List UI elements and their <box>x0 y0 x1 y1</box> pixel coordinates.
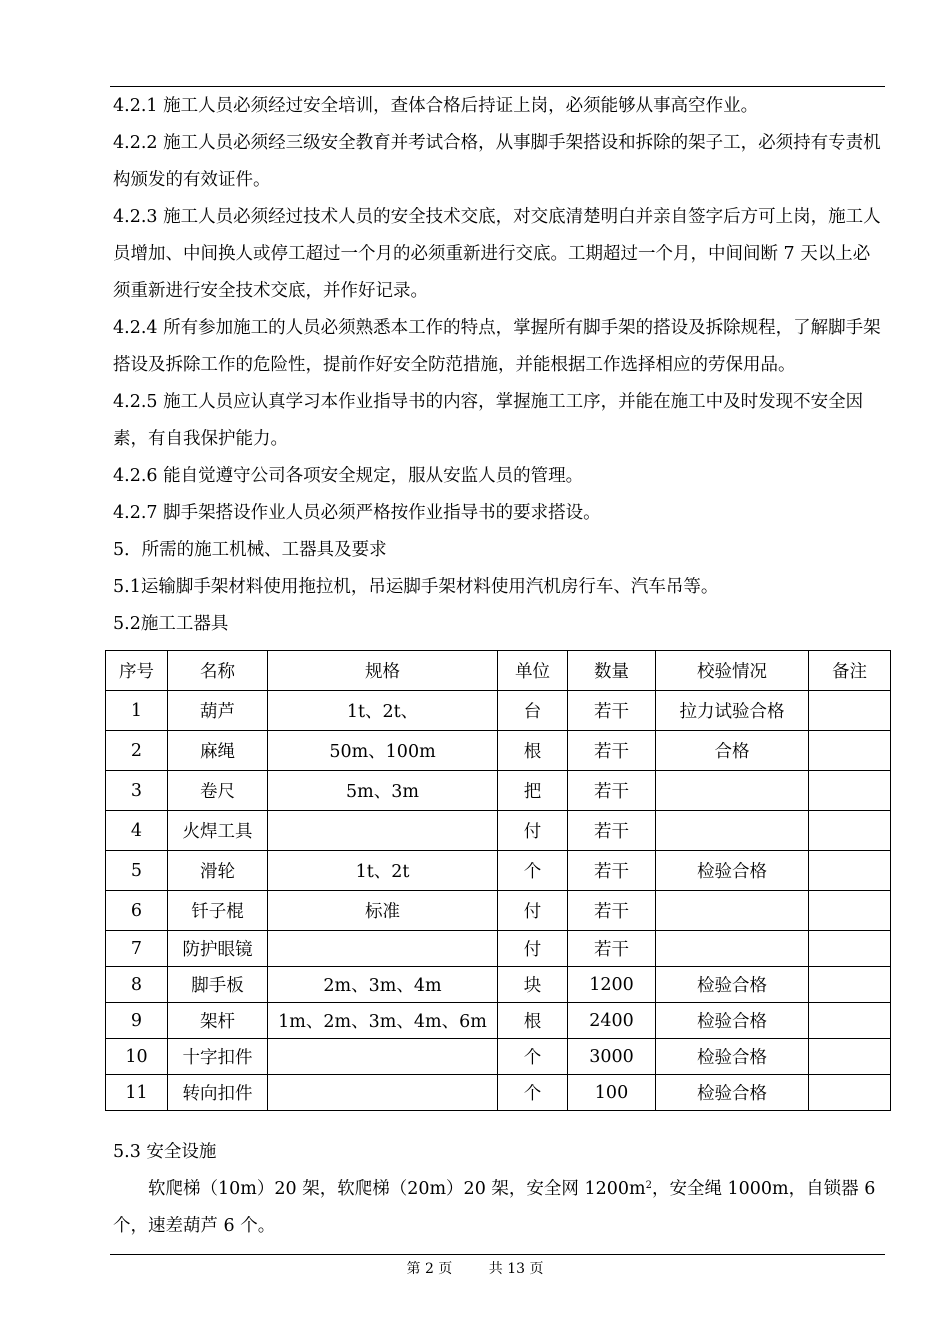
table-header-row <box>106 651 891 691</box>
table-cell <box>809 1075 891 1111</box>
table-cell: 1 <box>106 691 168 731</box>
table-cell <box>656 931 809 967</box>
table-cell <box>809 967 891 1003</box>
paragraph-4-2-2: 4.2.2 施工人员必须经三级安全教育并考试合格，从事脚手架搭设和拆除的架子工，必须持有专责机构颁发的有效证件。 <box>113 133 881 190</box>
paragraph-4-2-3: 4.2.3 施工人员必须经过技术人员的安全技术交底，对交底清楚明白并亲自签字后方可上岗，施工人员增加、中间换人或停工超过一个月的必须重新进行交底。工期超过一个月，中间间断 7 天以上必须重新进行安全技术交底，并作好记录。 <box>113 207 881 301</box>
footer-rule <box>110 1254 885 1255</box>
header-cell: 单位 <box>498 651 568 691</box>
table-cell: 个 <box>498 1075 568 1111</box>
table-cell: 标准 <box>268 891 498 931</box>
table-cell <box>268 811 498 851</box>
table-row <box>106 1075 891 1111</box>
page-footer <box>0 1258 950 1280</box>
table-cell: 8 <box>106 967 168 1003</box>
table-cell: 根 <box>498 731 568 771</box>
table-cell: 麻绳 <box>168 731 268 771</box>
table-cell: 2m、3m、4m <box>268 967 498 1003</box>
table-cell: 把 <box>498 771 568 811</box>
table-cell: 5m、3m <box>268 771 498 811</box>
table-cell: 个 <box>498 1039 568 1075</box>
table-cell: 若干 <box>568 931 656 967</box>
table-cell: 1m、2m、3m、4m、6m <box>268 1003 498 1039</box>
table-cell <box>809 771 891 811</box>
section-5-heading: 5．所需的施工机械、工器具及要求 <box>113 540 387 560</box>
table-cell <box>809 931 891 967</box>
table-cell: 转向扣件 <box>168 1075 268 1111</box>
table-row <box>106 851 891 891</box>
header-cell: 序号 <box>106 651 168 691</box>
table-cell <box>809 811 891 851</box>
table-row <box>106 771 891 811</box>
table-cell: 检验合格 <box>656 851 809 891</box>
table-cell: 脚手板 <box>168 967 268 1003</box>
table-cell: 2400 <box>568 1003 656 1039</box>
table-cell: 滑轮 <box>168 851 268 891</box>
table-cell: 块 <box>498 967 568 1003</box>
paragraph-5-1: 5.1运输脚手架材料使用拖拉机，吊运脚手架材料使用汽机房行车、汽车吊等。 <box>113 577 719 597</box>
table-cell <box>809 691 891 731</box>
table-cell: 架杆 <box>168 1003 268 1039</box>
table-row <box>106 891 891 931</box>
table-cell: 3000 <box>568 1039 656 1075</box>
table-row <box>106 731 891 771</box>
table-cell: 若干 <box>568 851 656 891</box>
table-cell <box>268 1039 498 1075</box>
page-total: 共 13 页 <box>488 1261 544 1277</box>
header-cell: 校验情况 <box>656 651 809 691</box>
table-row <box>106 691 891 731</box>
table-cell: 10 <box>106 1039 168 1075</box>
table-cell: 个 <box>498 851 568 891</box>
table-cell: 若干 <box>568 731 656 771</box>
table-cell: 付 <box>498 811 568 851</box>
table-cell: 若干 <box>568 691 656 731</box>
paragraph-4-2-5: 4.2.5 施工人员应认真学习本作业指导书的内容，掌握施工工序，并能在施工中及时发现不安全因素，有自我保护能力。 <box>113 392 864 449</box>
table-cell <box>809 851 891 891</box>
table-cell: 50m、100m <box>268 731 498 771</box>
table-cell: 3 <box>106 771 168 811</box>
table-cell: 5 <box>106 851 168 891</box>
paragraph-5-2: 5.2施工工器具 <box>113 614 229 634</box>
page-number: 第 2 页 <box>406 1261 453 1277</box>
table-cell <box>809 731 891 771</box>
paragraph-4-2-1: 4.2.1 施工人员必须经过安全培训，查体合格后持证上岗，必须能够从事高空作业。 <box>113 96 759 116</box>
header-cell: 备注 <box>809 651 891 691</box>
table-cell <box>268 931 498 967</box>
table-cell: 十字扣件 <box>168 1039 268 1075</box>
header-cell: 数量 <box>568 651 656 691</box>
table-row <box>106 1039 891 1075</box>
table-cell: 台 <box>498 691 568 731</box>
table-cell: 6 <box>106 891 168 931</box>
table-cell: 若干 <box>568 811 656 851</box>
table-cell <box>656 771 809 811</box>
table-cell: 合格 <box>656 731 809 771</box>
table-cell: 防护眼镜 <box>168 931 268 967</box>
table-cell: 100 <box>568 1075 656 1111</box>
paragraph-4-2-6: 4.2.6 能自觉遵守公司各项安全规定，服从安监人员的管理。 <box>113 466 584 486</box>
table-cell: 付 <box>498 891 568 931</box>
table-cell <box>809 1039 891 1075</box>
table-cell: 1t、2t <box>268 851 498 891</box>
table-cell: 检验合格 <box>656 1075 809 1111</box>
table-cell: 火焊工具 <box>168 811 268 851</box>
table-cell: 根 <box>498 1003 568 1039</box>
superscript-2: 2 <box>645 1180 652 1191</box>
safety-text-part1: 软爬梯（10m）20 架，软爬梯（20m）20 架，安全网 1200m <box>148 1179 646 1199</box>
table-cell: 7 <box>106 931 168 967</box>
table-cell: 4 <box>106 811 168 851</box>
table-cell <box>656 811 809 851</box>
table-cell: 拉力试验合格 <box>656 691 809 731</box>
table-cell <box>809 1003 891 1039</box>
table-row <box>106 967 891 1003</box>
section-5-3-text <box>113 1171 885 1245</box>
table-cell: 检验合格 <box>656 967 809 1003</box>
table-cell: 付 <box>498 931 568 967</box>
table-cell: 钎子棍 <box>168 891 268 931</box>
table-cell <box>809 891 891 931</box>
table-cell: 检验合格 <box>656 1003 809 1039</box>
table-cell: 1200 <box>568 967 656 1003</box>
paragraph-4-2-4: 4.2.4 所有参加施工的人员必须熟悉本工作的特点，掌握所有脚手架的搭设及拆除规程，了解脚手架搭设及拆除工作的危险性，提前作好安全防范措施，并能根据工作选择相应的劳保用品。 <box>113 318 881 375</box>
table-row <box>106 931 891 967</box>
table-cell: 11 <box>106 1075 168 1111</box>
table-row <box>106 1003 891 1039</box>
table-row <box>106 811 891 851</box>
header-rule <box>110 86 885 87</box>
section-5-3 <box>113 1134 885 1245</box>
tools-table <box>105 650 891 1111</box>
table-cell: 1t、2t、 <box>268 691 498 731</box>
table-cell: 检验合格 <box>656 1039 809 1075</box>
table-cell: 若干 <box>568 891 656 931</box>
body-text <box>113 88 885 643</box>
table-cell <box>268 1075 498 1111</box>
table-cell: 2 <box>106 731 168 771</box>
table-cell: 葫芦 <box>168 691 268 731</box>
table-cell: 若干 <box>568 771 656 811</box>
table-cell: 9 <box>106 1003 168 1039</box>
header-cell: 名称 <box>168 651 268 691</box>
header-cell: 规格 <box>268 651 498 691</box>
table-cell: 卷尺 <box>168 771 268 811</box>
section-5-3-heading: 5.3 安全设施 <box>113 1142 217 1162</box>
table-cell <box>656 891 809 931</box>
safety-text-part2: ，安全绳 1000m，自锁器 6 个，速差葫芦 6 个。 <box>113 1179 876 1236</box>
paragraph-4-2-7: 4.2.7 脚手架搭设作业人员必须严格按作业指导书的要求搭设。 <box>113 503 601 523</box>
